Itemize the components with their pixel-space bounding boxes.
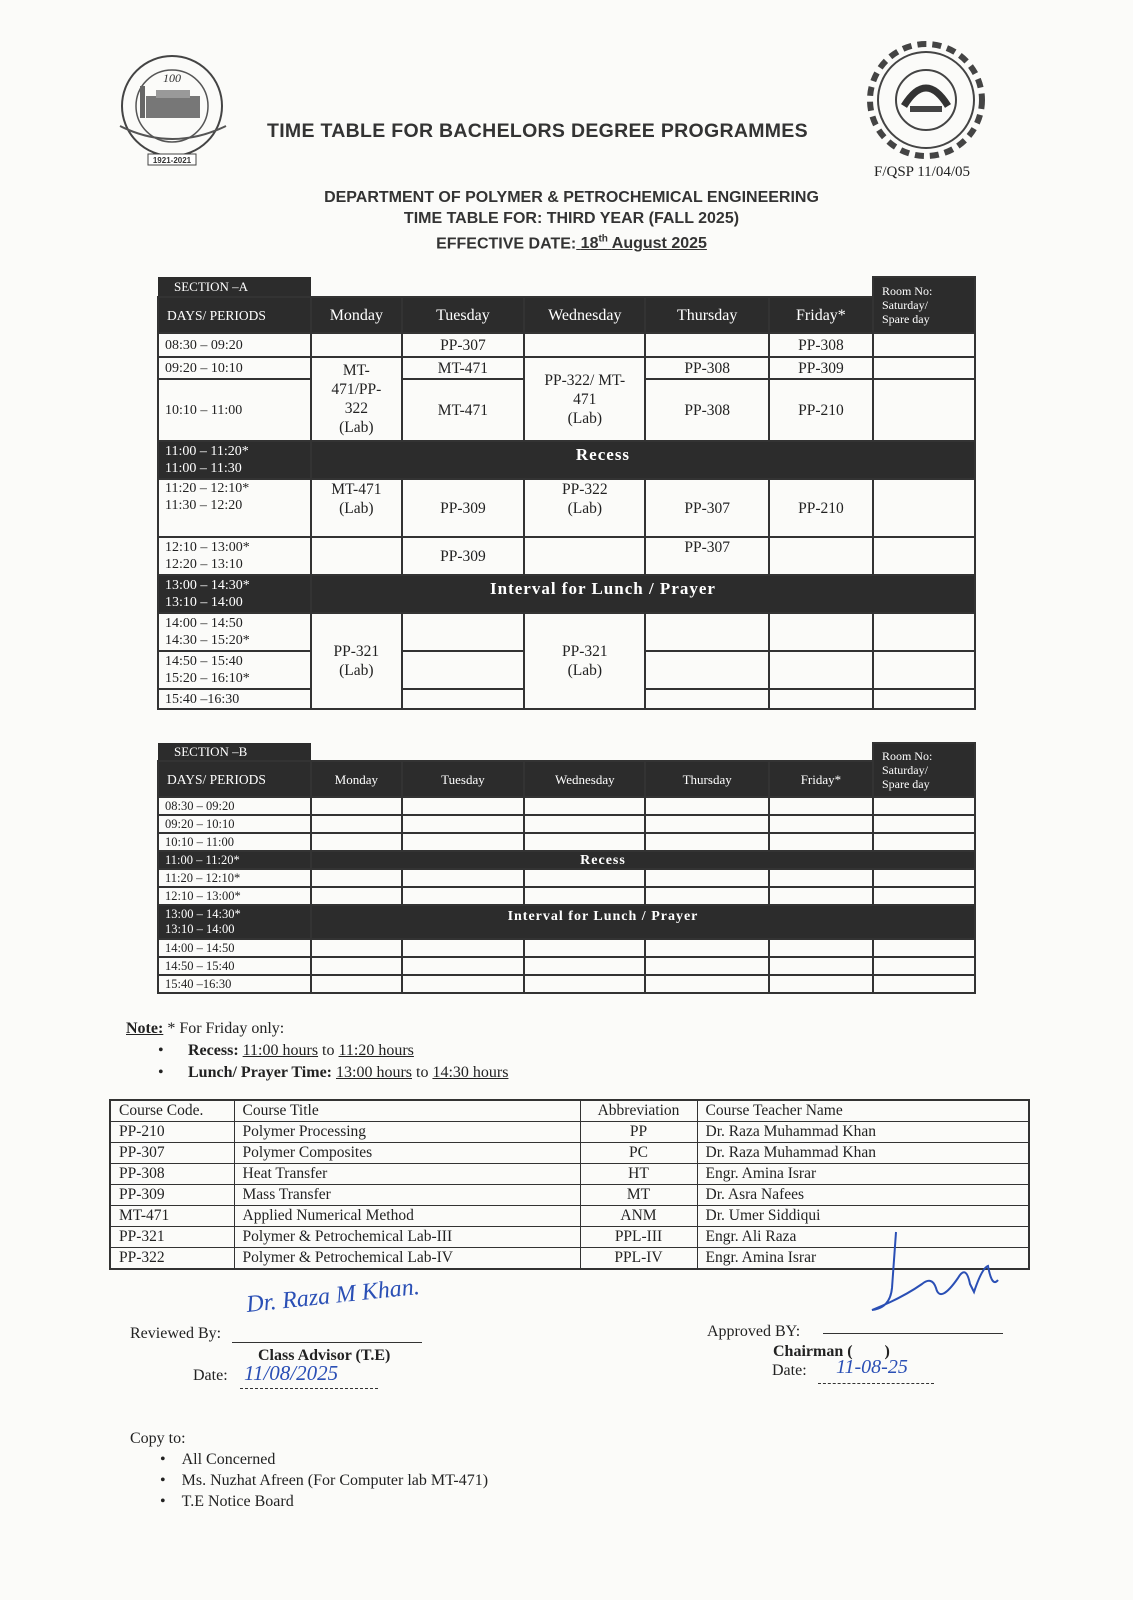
copy-to-text: Ms. Nuzhat Afreen (For Computer lab MT-471) bbox=[181, 1472, 489, 1489]
table-row bbox=[110, 1122, 1029, 1143]
table-cell: Polymer Processing bbox=[234, 1122, 580, 1143]
lunch-from: 13:00 hours bbox=[336, 1064, 412, 1081]
table-cell: Engr. Ali Raza bbox=[697, 1227, 1029, 1248]
table-cell: PP-210 bbox=[110, 1122, 234, 1143]
recess-to: 11:20 hours bbox=[338, 1042, 414, 1059]
chairman-label: Chairman ( ) bbox=[773, 1343, 890, 1360]
table-cell: Mass Transfer bbox=[234, 1185, 580, 1206]
table-cell: Heat Transfer bbox=[234, 1164, 580, 1185]
page-title: TIME TABLE FOR BACHELORS DEGREE PROGRAMMES bbox=[267, 120, 808, 142]
reviewer-date-line bbox=[240, 1388, 378, 1389]
room-header bbox=[873, 743, 975, 797]
table-cell: PP-307 bbox=[110, 1143, 234, 1164]
time-slot: 10:10 – 11:00 bbox=[158, 833, 311, 851]
recess-from: 11:00 hours bbox=[242, 1042, 319, 1059]
table-row bbox=[110, 1164, 1029, 1185]
time-line: 14:00 – 14:50 bbox=[165, 616, 243, 631]
table-cell: PP-322 bbox=[110, 1248, 234, 1270]
table-cell: HT bbox=[580, 1164, 697, 1185]
university-gear-seal bbox=[866, 40, 988, 162]
cell-line: PP-321 bbox=[333, 643, 380, 660]
table-row bbox=[110, 1206, 1029, 1227]
copy-to-item: • All Concerned bbox=[160, 1451, 276, 1468]
recess-banner bbox=[311, 441, 975, 479]
day-header: Thursday bbox=[645, 297, 768, 333]
recess-banner bbox=[311, 851, 975, 869]
form-code: F/QSP 11/04/05 bbox=[874, 164, 970, 180]
copy-to-block bbox=[130, 1428, 488, 1512]
column-header: Course Title bbox=[234, 1100, 580, 1122]
table-cell: PC bbox=[580, 1143, 697, 1164]
class-cell: PP-210 bbox=[769, 379, 873, 441]
time-slot: 11:20 – 12:10* bbox=[158, 869, 311, 887]
table-cell: Polymer & Petrochemical Lab-III bbox=[234, 1227, 580, 1248]
course-table-header bbox=[110, 1100, 1029, 1122]
class-cell: PP-307 bbox=[402, 333, 524, 357]
room-label: Room No: bbox=[881, 284, 933, 298]
cell-line: 471/PP- bbox=[331, 381, 382, 398]
cell-line: 322 bbox=[344, 400, 368, 417]
time-line: 14:30 – 15:20* bbox=[165, 633, 250, 648]
note-label: Note: bbox=[126, 1020, 164, 1037]
effective-prefix: EFFECTIVE DATE: bbox=[436, 235, 577, 253]
time-slot: 08:30 – 09:20 bbox=[158, 333, 311, 357]
class-advisor-label: Class Advisor (T.E) bbox=[258, 1347, 391, 1364]
lunch-text: Interval for Lunch / Prayer bbox=[507, 908, 699, 924]
time-slot: 09:20 – 10:10 bbox=[158, 815, 311, 833]
cell-line: PP-322/ MT- bbox=[544, 371, 626, 389]
effective-sup: th bbox=[598, 234, 608, 245]
recess-label: Recess: bbox=[188, 1042, 239, 1059]
table-cell: PP-308 bbox=[110, 1164, 234, 1185]
reviewer-signature-line bbox=[232, 1342, 422, 1343]
time-slot: 15:40 –16:30 bbox=[158, 975, 311, 993]
table-cell: PP-321 bbox=[110, 1227, 234, 1248]
lunch-time bbox=[158, 905, 311, 939]
time-line: 13:10 – 14:00 bbox=[165, 922, 235, 936]
day-header: Tuesday bbox=[402, 297, 524, 333]
copy-to-text: T.E Notice Board bbox=[181, 1493, 294, 1510]
table-cell: PP-309 bbox=[110, 1185, 234, 1206]
table-row bbox=[110, 1185, 1029, 1206]
class-cell bbox=[524, 479, 645, 537]
time-slot: 14:00 – 14:50 bbox=[158, 939, 311, 957]
time-line: 13:00 – 14:30* bbox=[165, 578, 250, 593]
cell-line: PP-322 bbox=[561, 481, 608, 498]
time-line: 11:30 – 12:20 bbox=[165, 498, 243, 513]
copy-to-item: • T.E Notice Board bbox=[160, 1493, 294, 1510]
time-slot: 14:50 – 15:40 bbox=[158, 957, 311, 975]
effective-day: 18 bbox=[580, 235, 599, 253]
lunch-to-word: to bbox=[416, 1064, 429, 1081]
cell-line: MT- bbox=[342, 362, 370, 379]
section-b-timetable bbox=[157, 742, 976, 994]
time-line: 12:10 – 13:00* bbox=[165, 540, 250, 555]
class-cell: PP-210 bbox=[769, 479, 873, 537]
day-header: Tuesday bbox=[402, 761, 524, 797]
approver-date-label: Date: bbox=[772, 1362, 807, 1379]
time-line: 15:20 – 16:10* bbox=[165, 671, 250, 686]
effective-date bbox=[10, 229, 1133, 254]
approver-signature-line bbox=[823, 1333, 1003, 1334]
table-cell: MT-471 bbox=[110, 1206, 234, 1227]
day-header: Friday* bbox=[769, 761, 873, 797]
recess-text: Recess bbox=[580, 852, 626, 868]
table-cell: Polymer Composites bbox=[234, 1143, 580, 1164]
cell-line: (Lab) bbox=[567, 662, 602, 679]
friday-note bbox=[126, 1018, 508, 1084]
copy-to-item: • Ms. Nuzhat Afreen (For Computer lab MT-471) bbox=[160, 1472, 489, 1489]
lunch-to: 14:30 hours bbox=[432, 1064, 509, 1081]
reviewer-date-label: Date: bbox=[193, 1367, 228, 1384]
class-cell: PP-309 bbox=[769, 357, 873, 379]
department-name: DEPARTMENT OF POLYMER & PETROCHEMICAL ENGINEERING bbox=[324, 189, 819, 206]
recess-time: 11:00 – 11:20* bbox=[158, 851, 311, 869]
class-cell: PP-308 bbox=[645, 379, 768, 441]
class-cell: PP-309 bbox=[402, 537, 524, 575]
cell-line: (Lab) bbox=[339, 500, 374, 517]
lunch-time bbox=[158, 575, 311, 613]
approved-by-label: Approved BY: bbox=[707, 1323, 801, 1340]
class-cell bbox=[311, 613, 402, 709]
recess-text: Recess bbox=[575, 444, 631, 464]
recess-to-word: to bbox=[322, 1042, 335, 1059]
time-slot: 15:40 –16:30 bbox=[158, 689, 311, 709]
day-header: Wednesday bbox=[524, 297, 645, 333]
class-cell: MT-471 bbox=[402, 357, 524, 379]
room-sub1: Saturday/ bbox=[881, 298, 928, 312]
table-cell: MT bbox=[580, 1185, 697, 1206]
days-periods-header: DAYS/ PERIODS bbox=[158, 297, 311, 333]
lunch-label: Lunch/ Prayer Time: bbox=[188, 1064, 332, 1081]
approver-signature bbox=[862, 1228, 1012, 1328]
lunch-banner bbox=[311, 575, 975, 613]
bullet: • bbox=[158, 1064, 164, 1081]
class-cell bbox=[524, 357, 645, 441]
time-line: 12:20 – 13:10 bbox=[165, 557, 243, 572]
reviewed-by-label: Reviewed By: bbox=[130, 1325, 222, 1342]
class-cell: MT-471 bbox=[402, 379, 524, 441]
day-header: Thursday bbox=[645, 761, 768, 797]
table-cell: Dr. Raza Muhammad Khan bbox=[697, 1122, 1029, 1143]
table-cell: Dr. Raza Muhammad Khan bbox=[697, 1143, 1029, 1164]
time-line: 11:20 – 12:10* bbox=[165, 481, 250, 496]
room-sub2: Spare day bbox=[881, 777, 930, 791]
table-cell: Engr. Amina Israr bbox=[697, 1164, 1029, 1185]
room-label: Room No: bbox=[881, 749, 933, 763]
time-line: 13:00 – 14:30* bbox=[165, 907, 241, 921]
timetable-for: TIME TABLE FOR: THIRD YEAR (FALL 2025) bbox=[403, 210, 740, 227]
document-heading bbox=[0, 187, 1133, 254]
table-cell: Dr. Asra Nafees bbox=[697, 1185, 1029, 1206]
room-header bbox=[873, 277, 975, 333]
section-b-label: SECTION –B bbox=[158, 743, 311, 761]
lunch-text: Interval for Lunch / Prayer bbox=[490, 578, 716, 598]
class-cell bbox=[311, 357, 402, 441]
day-header: Monday bbox=[311, 297, 402, 333]
reviewer-date: 11/08/2025 bbox=[244, 1361, 339, 1385]
logo-100-text: 100 bbox=[163, 71, 181, 85]
room-sub2: Spare day bbox=[881, 312, 930, 326]
time-line: 13:10 – 14:00 bbox=[165, 595, 243, 610]
class-cell bbox=[524, 613, 645, 709]
note-text: * For Friday only: bbox=[167, 1020, 285, 1037]
note-lunch bbox=[126, 1062, 508, 1084]
table-cell: Polymer & Petrochemical Lab-IV bbox=[234, 1248, 580, 1270]
day-header: Wednesday bbox=[524, 761, 645, 797]
time-slot bbox=[158, 479, 311, 537]
cell-line: MT-471 bbox=[331, 481, 382, 498]
class-cell bbox=[311, 479, 402, 537]
logo-year-text: 1921-2021 bbox=[152, 156, 192, 165]
bullet: • bbox=[158, 1042, 164, 1059]
table-cell: ANM bbox=[580, 1206, 697, 1227]
cell-line: (Lab) bbox=[567, 409, 602, 427]
table-cell: Dr. Umer Siddiqui bbox=[697, 1206, 1029, 1227]
class-cell: PP-307 bbox=[645, 479, 768, 537]
approver-date-line bbox=[818, 1383, 934, 1384]
class-cell: PP-307 bbox=[645, 537, 768, 575]
room-sub1: Saturday/ bbox=[881, 763, 928, 777]
section-a-timetable bbox=[157, 276, 976, 710]
column-header: Course Teacher Name bbox=[697, 1100, 1029, 1122]
time-slot bbox=[158, 613, 311, 651]
class-cell: PP-309 bbox=[402, 479, 524, 537]
table-cell: PPL-IV bbox=[580, 1248, 697, 1270]
time-slot: 08:30 – 09:20 bbox=[158, 797, 311, 815]
copy-to-label: Copy to: bbox=[130, 1430, 186, 1447]
note-recess bbox=[126, 1040, 508, 1062]
class-cell: PP-308 bbox=[645, 357, 768, 379]
university-centenary-logo bbox=[110, 48, 240, 173]
table-cell: PP bbox=[580, 1122, 697, 1143]
recess-time bbox=[158, 441, 311, 479]
days-periods-header: DAYS/ PERIODS bbox=[158, 761, 311, 797]
table-cell: Engr. Amina Israr bbox=[697, 1248, 1029, 1270]
time-slot: 12:10 – 13:00* bbox=[158, 887, 311, 905]
cell-line: 471 bbox=[573, 390, 597, 408]
cell-line: (Lab) bbox=[567, 500, 602, 517]
column-header: Abbreviation bbox=[580, 1100, 697, 1122]
table-cell: PPL-III bbox=[580, 1227, 697, 1248]
time-slot: 10:10 – 11:00 bbox=[158, 379, 311, 441]
cell-line: (Lab) bbox=[339, 419, 374, 436]
time-line: 14:50 – 15:40 bbox=[165, 654, 243, 669]
class-cell: PP-308 bbox=[769, 333, 873, 357]
time-slot bbox=[158, 651, 311, 689]
effective-rest: August 2025 bbox=[611, 235, 707, 253]
lunch-banner bbox=[311, 905, 975, 939]
section-a-label: SECTION –A bbox=[158, 277, 311, 297]
day-header: Friday* bbox=[769, 297, 873, 333]
time-slot bbox=[158, 537, 311, 575]
time-line: 11:00 – 11:30 bbox=[165, 461, 242, 476]
time-slot: 09:20 – 10:10 bbox=[158, 357, 311, 379]
table-row bbox=[110, 1143, 1029, 1164]
column-header: Course Code. bbox=[110, 1100, 234, 1122]
cell-line: (Lab) bbox=[339, 662, 374, 679]
approver-date: 11-08-25 bbox=[836, 1356, 908, 1378]
copy-to-text: All Concerned bbox=[181, 1451, 276, 1468]
table-cell: Applied Numerical Method bbox=[234, 1206, 580, 1227]
cell-line: PP-321 bbox=[561, 643, 608, 660]
reviewer-signature: Dr. Raza M Khan. bbox=[245, 1273, 421, 1319]
time-line: 11:00 – 11:20* bbox=[165, 444, 249, 459]
day-header: Monday bbox=[311, 761, 402, 797]
